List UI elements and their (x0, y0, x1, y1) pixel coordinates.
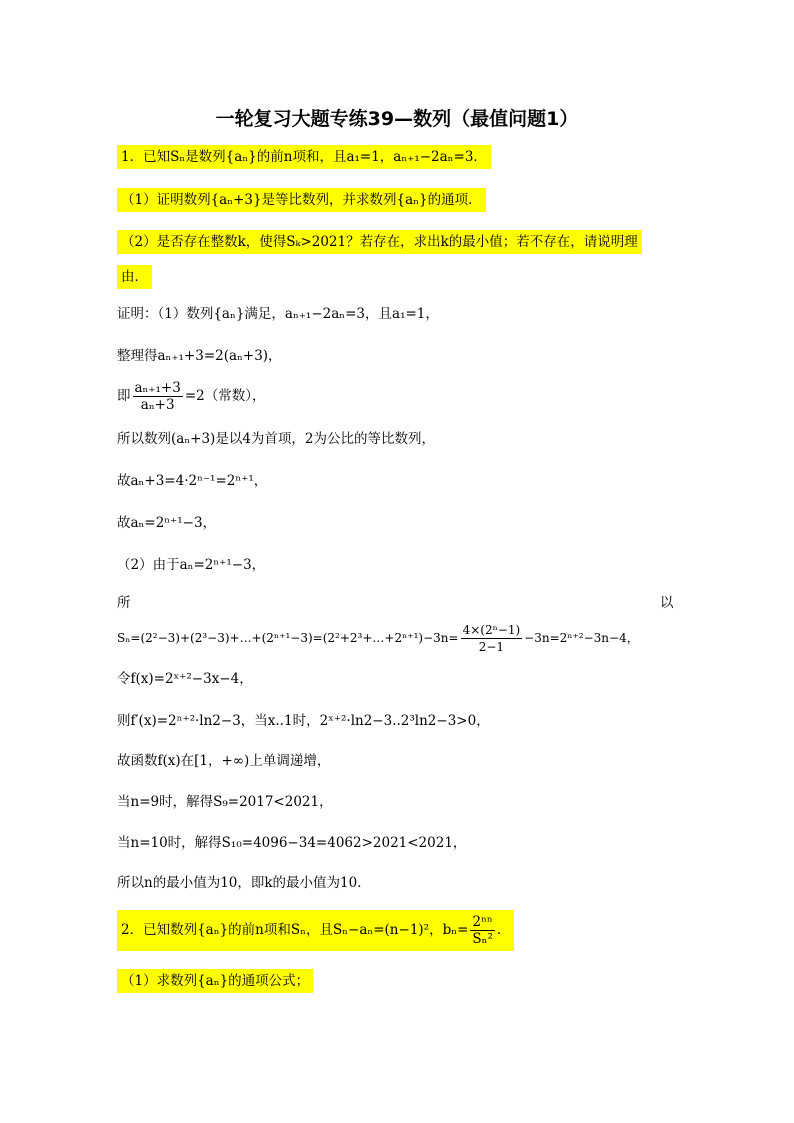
question-1-part-1 (117, 189, 486, 211)
fraction-denominator: 2−1 (478, 640, 505, 654)
text: 2．已知数列{aₙ}的前n项和Sₙ，且Sₙ−aₙ=(n−1)²，bₙ= (121, 922, 469, 938)
page-title: 一轮复习大题专练39—数列（最值问题1） (215, 108, 579, 130)
fraction-numerator: aₙ₊₁+3 (134, 380, 181, 396)
text: Sₙ=(2²−3)+(2³−3)+…+(2ⁿ⁺¹−3)=(2²+2³+…+2ⁿ⁺¹)−3n= (117, 631, 459, 645)
text: −3n=2ⁿ⁺²−3n−4， (524, 631, 639, 645)
solution-line-10: 令f(x)=2ˣ⁺²−3x−4， (117, 671, 253, 687)
solution-line-8-left: 所 (117, 595, 131, 611)
text: 即 (117, 388, 131, 404)
solution-line-14: 当n=10时，解得S₁₀=4096−34=4062>2021<2021， (117, 835, 467, 851)
solution-line-7: （2）由于aₙ=2ⁿ⁺¹−3， (117, 557, 266, 573)
solution-line-3 (117, 380, 265, 413)
highlighted-text (117, 910, 514, 951)
solution-line-9 (117, 622, 639, 655)
fraction (461, 622, 523, 655)
highlighted-text: 1．已知Sₙ是数列{aₙ}的前n项和，且a₁=1，aₙ₊₁−2aₙ=3． (117, 145, 491, 169)
solution-line-15: 所以n的最小值为10，即k的最小值为10． (117, 875, 371, 891)
highlighted-text: 由． (117, 265, 152, 289)
fraction-denominator: Sₙ² (472, 931, 493, 947)
solution-line-8-right: 以 (660, 595, 674, 611)
solution-line-11: 则f′(x)=2ⁿ⁺²·ln2−3，当x..1时，2ˣ⁺²·ln2−3..2³ln2−3>0， (117, 713, 490, 729)
question-2-part-1 (117, 970, 313, 992)
question-1-stem (117, 146, 491, 168)
question-1-part-2-continued (117, 266, 152, 288)
fraction-denominator: aₙ+3 (140, 397, 175, 413)
solution-line-6: 故aₙ=2ⁿ⁺¹−3， (117, 515, 217, 531)
fraction (133, 380, 183, 413)
solution-line-5: 故aₙ+3=4·2ⁿ⁻¹=2ⁿ⁺¹， (117, 473, 268, 489)
highlighted-text: （1）求数列{aₙ}的通项公式； (117, 969, 313, 993)
solution-line-1: 证明：（1）数列{aₙ}满足，aₙ₊₁−2aₙ=3，且a₁=1， (117, 306, 439, 322)
question-1-part-2 (117, 231, 642, 253)
highlighted-text: （1）证明数列{aₙ+3}是等比数列，并求数列{aₙ}的通项． (117, 188, 486, 212)
solution-line-13: 当n=9时，解得S₉=2017<2021， (117, 794, 333, 810)
fraction-numerator: 4×(2ⁿ−1) (462, 623, 521, 637)
text: =2（常数）， (184, 388, 266, 404)
question-2-stem (117, 910, 514, 951)
solution-line-2: 整理得aₙ₊₁+3=2(aₙ+3)， (117, 348, 282, 364)
text: ． (496, 922, 511, 938)
solution-line-4: 所以数列(aₙ+3)是以4为首项，2为公比的等比数列， (117, 431, 436, 447)
highlighted-text: （2）是否存在整数k，使得Sₖ>2021？若存在，求出k的最小值；若不存在，请说明理 (117, 230, 642, 254)
fraction (470, 914, 495, 947)
fraction-numerator: 2ⁿⁿ (470, 914, 495, 931)
solution-line-12: 故函数f(x)在[1，+∞)上单调递增， (117, 753, 331, 769)
